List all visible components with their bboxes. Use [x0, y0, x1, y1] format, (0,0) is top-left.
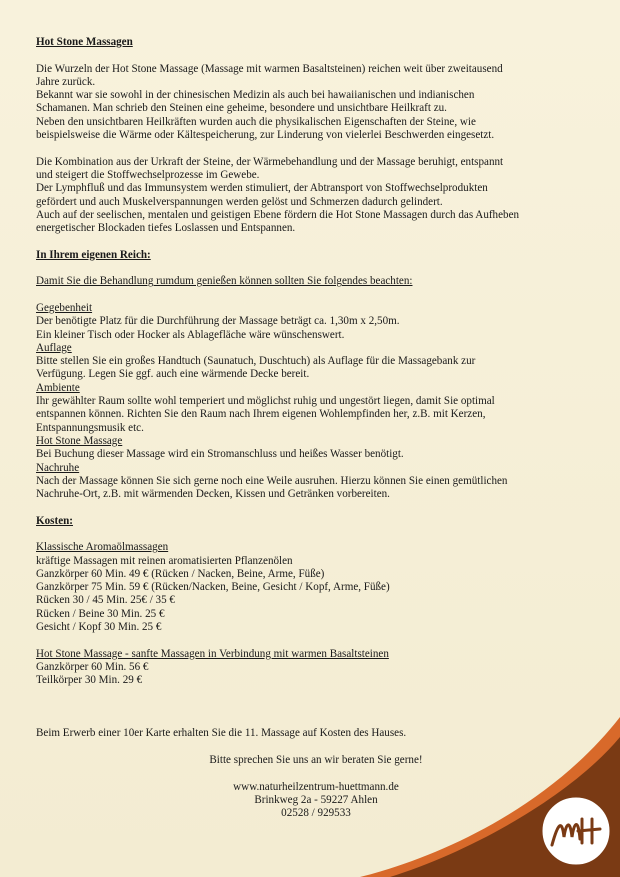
- section-gegebenheit: [36, 302, 596, 342]
- section-nachruhe: [36, 462, 596, 502]
- price-line: kräftige Massagen mit reinen aromatisierten Pflanzenölen: [36, 554, 293, 567]
- text-line: Bei Buchung dieser Massage wird ein Stromanschluss und heißes Wasser benötigt.: [36, 448, 404, 461]
- hot-stone-paragraph-1: [36, 63, 596, 143]
- text-line: Entspannungsmusik etc.: [36, 421, 144, 434]
- price-group-heading: Klassische Aromaölmassagen: [36, 541, 169, 554]
- kosten-title: Kosten:: [36, 514, 73, 527]
- price-group-heading: Hot Stone Massage - sanfte Massagen in Verbindung mit warmen Basaltsteinen: [36, 647, 389, 660]
- text-line: Schamanen. Man schrieb den Steinen eine geheime, besondere und unsichtbare Heilkraft zu.: [36, 102, 447, 115]
- offer-text: Beim Erwerb einer 10er Karte erhalten Sie die 11. Massage auf Kosten des Hauses.: [36, 727, 407, 740]
- section-heading: Hot Stone Massage: [36, 434, 123, 447]
- price-line: Rücken 30 / 45 Min. 25€ / 35 €: [36, 594, 175, 607]
- text-line: Nach der Massage können Sie sich gerne noch eine Weile ausruhen. Hierzu können Sie einen gemütlichen: [36, 474, 508, 487]
- section-heading: Gegebenheit: [36, 301, 93, 314]
- text-line: gefördert und auch Muskelverspannungen werden gelöst und Schmerzen dadurch gelindert.: [36, 195, 443, 208]
- text-line: Der benötigte Platz für die Durchführung der Massage beträgt ca. 1,30m x 2,50m.: [36, 315, 400, 328]
- price-line: Teilkörper 30 Min. 29 €: [36, 674, 143, 687]
- section-auflage: [36, 342, 596, 382]
- text-line: energetischer Blockaden tiefes Loslassen und Entspannen.: [36, 222, 296, 235]
- price-line: Rücken / Beine 30 Min. 25 €: [36, 607, 165, 620]
- reich-title: In Ihrem eigenen Reich:: [36, 248, 151, 261]
- phone-text: 02528 / 929533: [281, 807, 351, 820]
- text-line: Auch auf der seelischen, mentalen und geistigen Ebene fördern die Hot Stone Massagen durch das Aufheben: [36, 208, 520, 221]
- text-line: und steigert die Stoffwechselprozesse im Gewebe.: [36, 168, 260, 181]
- hot-stone-title: Hot Stone Massagen: [36, 36, 133, 48]
- text-line: Verfügung. Legen Sie ggf. auch eine wärmende Decke bereit.: [36, 368, 310, 381]
- section-ambiente: [36, 382, 596, 435]
- price-group-aromaoel: [36, 541, 596, 634]
- price-group-hot-stone: [36, 648, 596, 688]
- text-line: Bekannt war sie sowohl in der chinesischen Medizin als auch bei hawaiianischen und indianischen: [36, 89, 475, 102]
- text-line: Nachruhe-Ort, z.B. mit wärmenden Decken, Kissen und Getränken vorbereiten.: [36, 488, 390, 501]
- text-line: beispielsweise die Wärme oder Kältespeicherung, zur Linderung von vielerlei Beschwerden eingesetzt.: [36, 129, 495, 142]
- text-line: Ein kleiner Tisch oder Hocker als Ablagefläche wäre wünschenswert.: [36, 328, 345, 341]
- contact-block: [36, 781, 596, 821]
- price-line: Ganzkörper 60 Min. 49 € (Rücken / Nacken, Beine, Arme, Füße): [36, 567, 325, 580]
- text-line: entspannen können. Richten Sie den Raum nach Ihrem eigenen Wohlempfinden her, z.B. mit Kerzen,: [36, 408, 486, 421]
- price-line: Gesicht / Kopf 30 Min. 25 €: [36, 621, 162, 634]
- address-text: Brinkweg 2a - 59227 Ahlen: [254, 793, 378, 806]
- section-heading: Ambiente: [36, 381, 80, 394]
- section-heading: Nachruhe: [36, 461, 80, 474]
- text-line: Die Wurzeln der Hot Stone Massage (Massage mit warmen Basaltsteinen) reichen weit über zweitausend: [36, 62, 503, 75]
- document-body: [36, 36, 596, 821]
- section-hot-stone-massage: [36, 435, 596, 462]
- reich-intro: Damit Sie die Behandlung rumdum genießen können sollten Sie folgendes beachten:: [36, 275, 413, 288]
- closing-text: Bitte sprechen Sie uns an wir beraten Sie gerne!: [209, 754, 423, 767]
- text-line: Bitte stellen Sie ein großes Handtuch (Saunatuch, Duschtuch) als Auflage für die Massagebank zur: [36, 355, 476, 368]
- hot-stone-paragraph-2: [36, 156, 596, 236]
- text-line: Der Lymphfluß und das Immunsystem werden stimuliert, der Abtransport von Stoffwechselprodukten: [36, 182, 488, 195]
- text-line: Die Kombination aus der Urkraft der Steine, der Wärmebehandlung und der Massage beruhigt, entspannt: [36, 155, 504, 168]
- text-line: Ihr gewählter Raum sollte wohl temperiert und möglichst ruhig und ungestört liegen, damit Sie optimal: [36, 395, 495, 408]
- text-line: Neben den unsichtbaren Heilkräften wurden auch die physikalischen Eigenschaften der Steine, wie: [36, 115, 476, 128]
- section-heading: Auflage: [36, 341, 72, 354]
- price-line: Ganzkörper 60 Min. 56 €: [36, 660, 149, 673]
- price-line: Ganzkörper 75 Min. 59 € (Rücken/Nacken, Beine, Gesicht / Kopf, Arme, Füße): [36, 581, 390, 594]
- website-link[interactable]: www.naturheilzentrum-huettmann.de: [233, 780, 399, 793]
- text-line: Jahre zurück.: [36, 75, 96, 88]
